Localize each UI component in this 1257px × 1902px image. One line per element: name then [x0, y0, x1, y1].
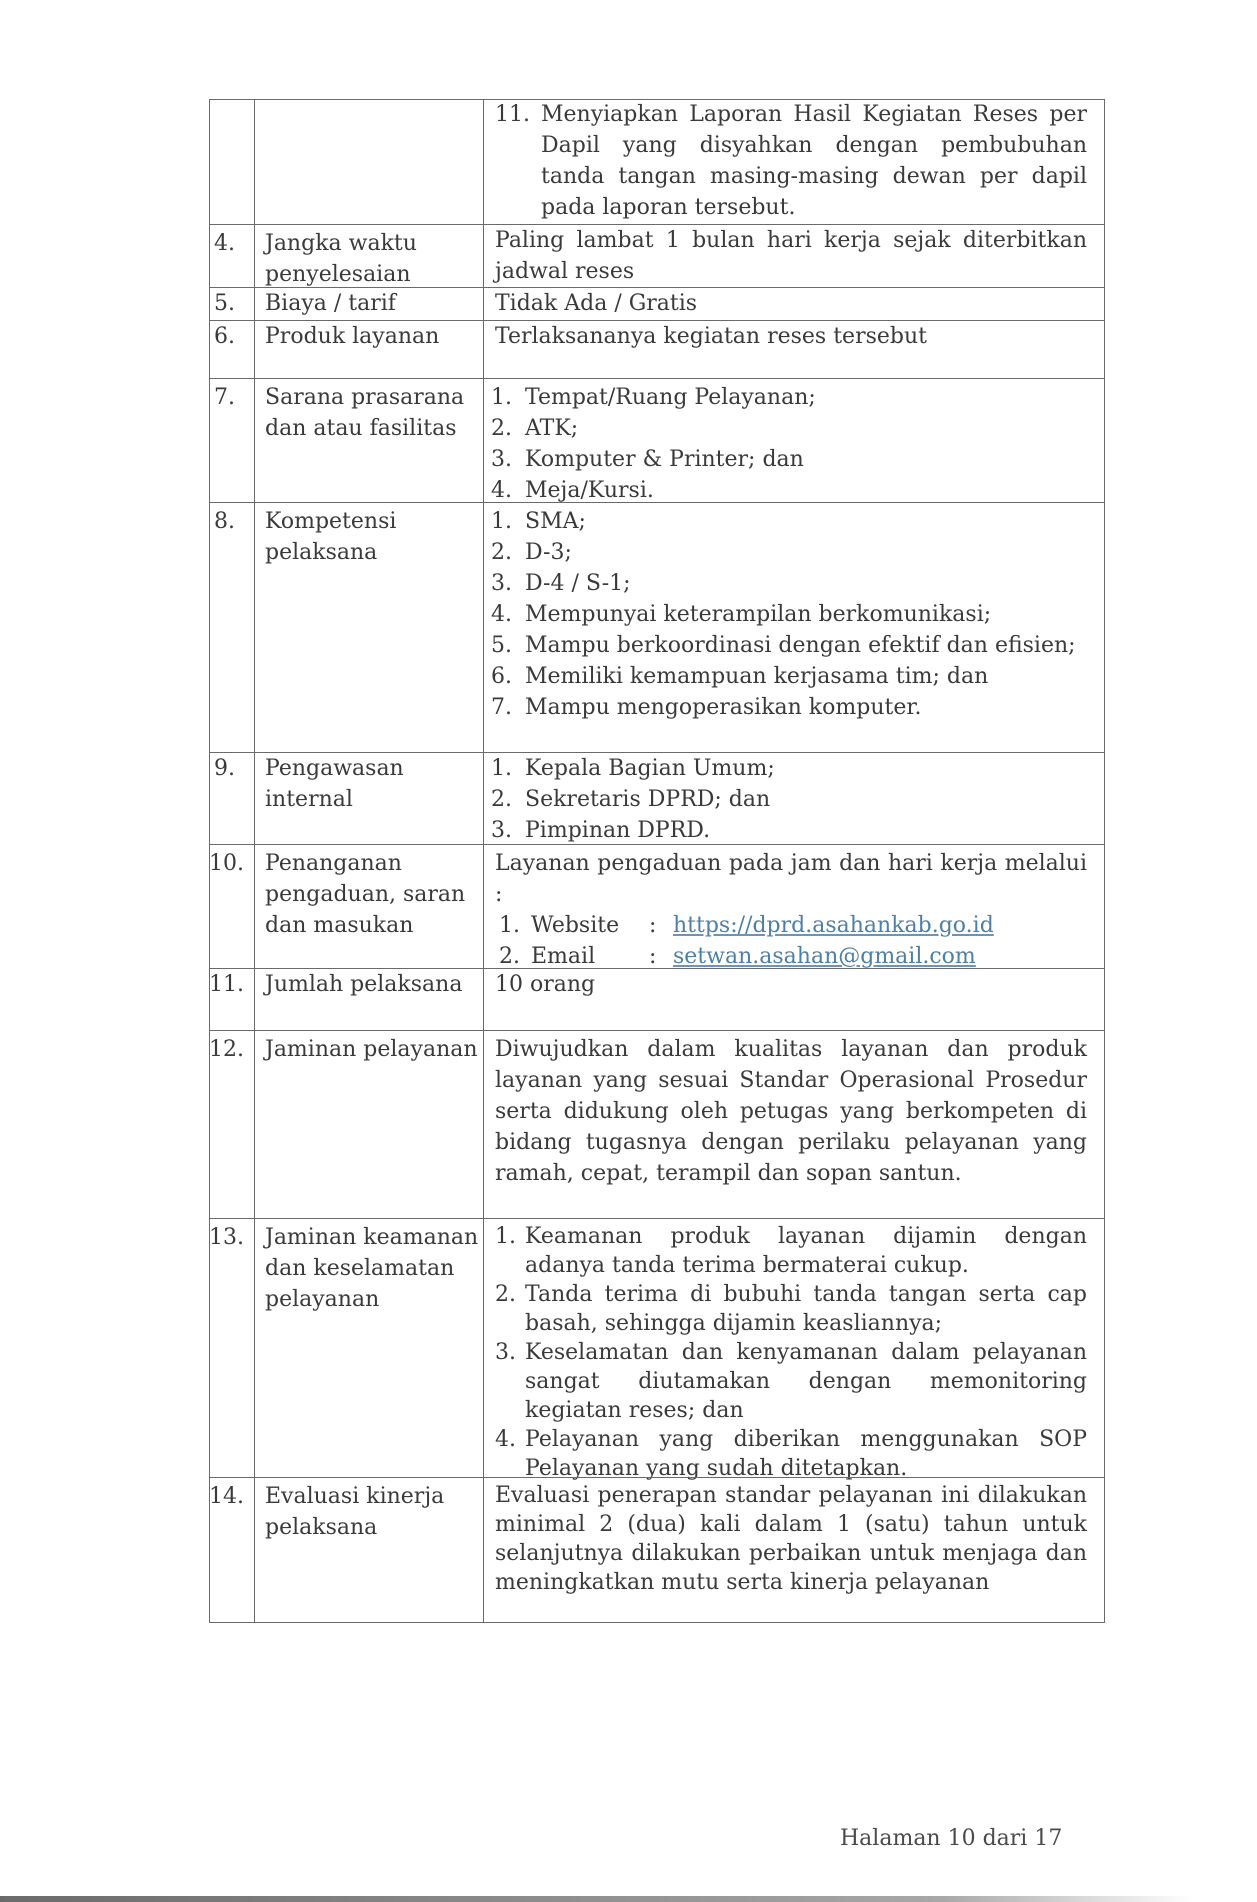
- list-text: Mempunyai keterampilan berkomunikasi;: [525, 602, 992, 627]
- row-number: 9.: [214, 756, 235, 781]
- list-item: [491, 661, 1087, 692]
- list-number: 2.: [495, 1282, 516, 1307]
- contact-number: 1.: [499, 913, 520, 938]
- row-value: Evaluasi penerapan standar pelayanan ini dilakukan minimal 2 (dua) kali dalam 1 (satu) tahun untuk selanjutnya dilakukan perbaikan untuk menjaga dan meningkatkan mutu serta kinerja pelayanan: [495, 1483, 1087, 1595]
- list-text: SMA;: [525, 509, 586, 534]
- column-divider: [483, 99, 484, 1623]
- list-number: 1.: [495, 1224, 516, 1249]
- service-standard-table: [209, 99, 1105, 1623]
- list-number: 1.: [491, 385, 512, 410]
- contact-key: Email: [531, 944, 596, 969]
- row-label: Biaya / tarif: [265, 291, 396, 316]
- row-value: Tidak Ada / Gratis: [495, 291, 698, 316]
- list-item: [491, 413, 1087, 444]
- list-text: Tanda terima di bubuhi tanda tangan serta cap basah, sehingga dijamin keasliannya;: [525, 1282, 1087, 1336]
- website-link[interactable]: https://dprd.asahankab.go.id: [673, 913, 994, 938]
- row-label: Evaluasi kinerja pelaksana: [265, 1484, 445, 1540]
- contact-number: 2.: [499, 944, 520, 969]
- list-number: 3.: [491, 571, 512, 596]
- row-number: 10.: [209, 851, 244, 876]
- row-label: Kompetensi pelaksana: [265, 509, 397, 565]
- row-value: [483, 503, 1105, 752]
- list-number: 4.: [491, 478, 512, 503]
- row-number: 5.: [214, 291, 235, 316]
- contact-website: [495, 910, 1087, 941]
- row-value: [483, 99, 1105, 224]
- table-row: [209, 1030, 1105, 1218]
- row-value: Paling lambat 1 bulan hari kerja sejak diterbitkan jadwal reses: [495, 228, 1087, 284]
- list-text: Tempat/Ruang Pelayanan;: [525, 385, 816, 410]
- list-number: 7.: [491, 695, 512, 720]
- list-number: 2.: [491, 540, 512, 565]
- row-number: 14.: [209, 1484, 244, 1509]
- list-item: [495, 99, 1087, 223]
- table-row: [209, 378, 1105, 502]
- list-text: Menyiapkan Laporan Hasil Kegiatan Reses per Dapil yang disyahkan dengan pembubuhan tanda tangan masing-masing dewan per dapil pada laporan tersebut.: [541, 102, 1087, 220]
- list-text: Kepala Bagian Umum;: [525, 756, 775, 781]
- list-item: [495, 1222, 1087, 1280]
- row-value: 10 orang: [495, 972, 596, 997]
- table-row: [209, 1477, 1105, 1623]
- row-value: [483, 379, 1105, 502]
- row-label: Jangka waktu penyelesaian: [265, 231, 417, 287]
- row-value: [483, 753, 1105, 844]
- table-row: [209, 502, 1105, 752]
- table-row: [209, 99, 1105, 224]
- table-row: [209, 844, 1105, 968]
- list-item: [491, 382, 1087, 413]
- row-number: 6.: [214, 324, 235, 349]
- row-label: Jaminan keamanan dan keselamatan pelayanan: [265, 1225, 479, 1312]
- list-number: 4.: [495, 1427, 516, 1452]
- list-item: [495, 1338, 1087, 1425]
- row-value: [483, 845, 1105, 968]
- row-label: Penanganan pengaduan, saran dan masukan: [265, 851, 466, 938]
- list-text: ATK;: [525, 416, 579, 441]
- list-item: [491, 815, 1087, 846]
- row-label: Sarana prasarana dan atau fasilitas: [265, 385, 465, 441]
- list-number: 5.: [491, 633, 512, 658]
- list-text: Sekretaris DPRD; dan: [525, 787, 771, 812]
- row-value-text: Layanan pengaduan pada jam dan hari kerja melalui :: [495, 851, 1087, 907]
- table-row: [209, 968, 1105, 1030]
- list-item: [491, 444, 1087, 475]
- list-item: [491, 599, 1087, 630]
- list-text: Memiliki kemampuan kerjasama tim; dan: [525, 664, 989, 689]
- list-number: 1.: [491, 509, 512, 534]
- row-value: [483, 1219, 1105, 1481]
- list-number: 3.: [491, 447, 512, 472]
- row-number: [209, 99, 254, 224]
- column-divider: [254, 99, 255, 1623]
- row-number: 13.: [209, 1225, 244, 1250]
- list-number: 1.: [491, 756, 512, 781]
- list-text: Keamanan produk layanan dijamin dengan adanya tanda terima bermaterai cukup.: [525, 1224, 1087, 1278]
- email-link[interactable]: setwan.asahan@gmail.com: [673, 944, 976, 969]
- row-number: 4.: [214, 231, 235, 256]
- table-row: [209, 1218, 1105, 1481]
- row-number: 12.: [209, 1037, 244, 1062]
- table-row: [209, 752, 1105, 844]
- list-number: 11.: [495, 102, 530, 127]
- page-number: Halaman 10 dari 17: [840, 1826, 1063, 1851]
- list-text: Mampu mengoperasikan komputer.: [525, 695, 922, 720]
- list-item: [491, 537, 1087, 568]
- list-text: Meja/Kursi.: [525, 478, 654, 503]
- contact-key: Website: [531, 913, 620, 938]
- row-value: Terlaksananya kegiatan reses tersebut: [495, 324, 927, 349]
- list-item: [491, 784, 1087, 815]
- list-number: 3.: [491, 818, 512, 843]
- list-item: [491, 753, 1087, 784]
- list-number: 2.: [491, 787, 512, 812]
- list-item: [491, 692, 1087, 723]
- row-label: Jaminan pelayanan: [265, 1037, 478, 1062]
- list-text: D-4 / S-1;: [525, 571, 631, 596]
- list-item: [491, 630, 1087, 661]
- list-text: Keselamatan dan kenyamanan dalam pelayanan sangat diutamakan dengan memonitoring kegiatan reses; dan: [525, 1340, 1087, 1423]
- row-label: Pengawasan internal: [265, 756, 404, 812]
- row-number: 7.: [214, 385, 235, 410]
- table-row: [209, 287, 1105, 320]
- row-label: Jumlah pelaksana: [265, 972, 463, 997]
- list-text: Pelayanan yang diberikan menggunakan SOP Pelayanan yang sudah ditetapkan.: [525, 1427, 1087, 1481]
- contact-separator: :: [649, 944, 657, 969]
- list-number: 4.: [491, 602, 512, 627]
- table-row: [209, 320, 1105, 378]
- list-text: D-3;: [525, 540, 572, 565]
- list-item: [495, 1425, 1087, 1483]
- list-text: Komputer & Printer; dan: [525, 447, 804, 472]
- table-row: [209, 224, 1105, 287]
- row-label: Produk layanan: [265, 324, 440, 349]
- row-number: 11.: [209, 972, 244, 997]
- row-label: [254, 99, 483, 224]
- list-number: 3.: [495, 1340, 516, 1365]
- row-number: 8.: [214, 509, 235, 534]
- list-item: [491, 568, 1087, 599]
- scan-edge-strip: [0, 1896, 1257, 1902]
- row-value: Diwujudkan dalam kualitas layanan dan produk layanan yang sesuai Standar Operasional Prosedur serta didukung oleh petugas yang berkompeten di bidang tugasnya dengan perilaku pelayanan yang ramah, cepat, terampil dan sopan santun.: [495, 1037, 1087, 1186]
- list-text: Mampu berkoordinasi dengan efektif dan efisien;: [525, 633, 1076, 658]
- contact-separator: :: [649, 913, 657, 938]
- list-text: Pimpinan DPRD.: [525, 818, 711, 843]
- list-item: [491, 506, 1087, 537]
- list-item: [495, 1280, 1087, 1338]
- list-number: 6.: [491, 664, 512, 689]
- list-number: 2.: [491, 416, 512, 441]
